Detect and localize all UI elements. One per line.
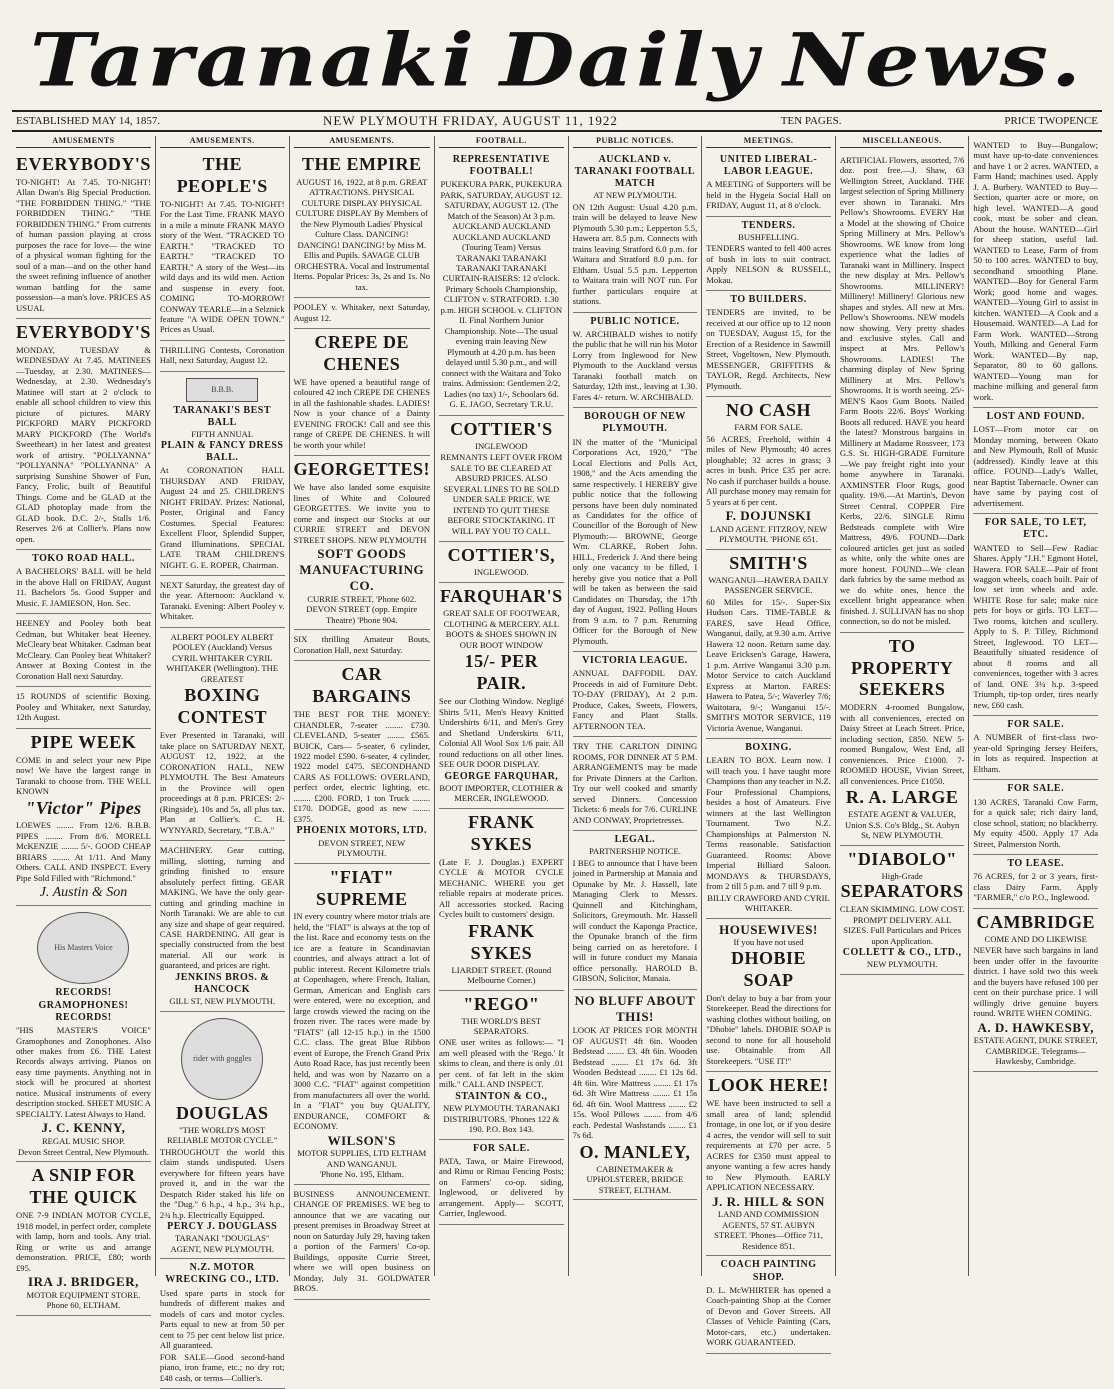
ad-title: GEORGETTES! <box>293 459 431 480</box>
brand-logo: "Victor" Pipes <box>25 797 142 818</box>
ad-records <box>16 906 151 1162</box>
ad-victoria-league <box>573 652 698 737</box>
column-heading: AMUSEMENTS. <box>294 136 431 148</box>
ad-title-repeat: FRANK SYKES <box>468 920 535 963</box>
column-1 <box>12 136 156 1311</box>
ad-body: IN every country where motor trials are held, the "FIAT" is always at the top of the list. Race and economy tests on the ice are a feature in Scandinavian countries, and always attract a lot of public interest. Recent Kilometre trials at Copenhagen, where French, Italian, German, American and English cars were entered, were no exception, and large crowds viewed the racing on the frozen river. The races were made by "FIATS" (all 12-15 h.p.) in the 1500 C.C. class. The great Blue Ribbon event of Europe, the French Grand Prix Auto Road Race, has just recently been held, and was won by Nazarro on a 3000 C.C. "FIAT" against competition from manufacturers all over the world. In a "FIAT" you buy QUALITY, ENDURANCE, COMFORT & ECONOMY. <box>293 911 431 1132</box>
ad-body: POOLEY v. Whitaker, next Saturday, August 12. <box>293 302 431 323</box>
ad-body: I BEG to announce that I have been joined in Partnership at Manaia and Opunake by Mr. J. Hassell, late Managing Clerk to Messrs. Quinnell and Kitchingham, Solicitors, Greymouth. Mr. Hassell will conduct the Kaponga Practice, the Opunake branch of the firm being carried on as heretofore. I will in future conduct my Manaia office personally. HAROLD B. GIBSON, Solicitor, Manaia. <box>572 857 698 984</box>
ad-frank-sykes <box>439 809 564 991</box>
ad-body: WE have been instructed to sell a small area of land; splendid frontage, in one lot, or if you desire 4 acres, the vendor will sell to suit requirements at £70 per acre. 5 ACRES for £350 must appeal to anyone wanting a few acres handy to New Plymouth. EARLY APPLICATION NECESSARY. <box>706 1098 831 1193</box>
ad-body: HEENEY and Pooley both beat Cedman, but Whitaker beat Heeney. McCleary beat Whitaker. Cadman beat McCleary. Can Pooley beat Whitaker? Answer at Boxing Contest in the Coronation Hall next Saturday. <box>16 618 151 681</box>
firm-address: Devon Street Central, New Plymouth. <box>18 1146 149 1157</box>
columns <box>12 136 1102 1383</box>
column-heading: AMUSEMENTS. <box>160 136 285 148</box>
ad-sub: FIFTH ANNUAL <box>191 429 254 440</box>
ad-fancy-dress-ball <box>160 372 285 576</box>
ad-title: CREPE DE CHENES <box>314 332 410 374</box>
ad-body: LEARN TO BOX. Learn now. I will teach you. I have taught more Champions than any teacher in N.Z. Four Professional Champions, besides a host of Amateurs. Five winners at the last Wellington Tournament. Two N.Z. Championships at Palmerston N. Terms reasonable. Satisfaction Guaranteed. Rooms: Above Imperial Billiard Saloon. MONDAYS & THURSDAYS, from 2 till 5 p.m. and 7 till 9 p.m. <box>706 755 831 892</box>
firm-name: J. C. KENNY, <box>41 1120 126 1136</box>
signature: J. Austin & Son <box>39 885 128 901</box>
ad-title: REPRESENTATIVE FOOTBALL! <box>452 153 550 177</box>
price-list: LOEWES ........ From 12/6. B.B.B. PIPES ........ From 8/6. MORELL McKENZIE ........ 5/-. GOOD CHEAP BRIARS ........ At 1/11. And Many Others. CALL AND INSPECT. Every Pipe Sold Filled with "Richmond." <box>16 820 151 883</box>
ad-diabolo <box>840 846 965 975</box>
ad-body: IN the matter of the "Municipal Corporations Act, 1920," "The Local Elections and Polls Act, 1908," and the Acts amending the same respectively. I HEREBY give public notice that the following persons have been duly nominated as Candidates for the office of Councillor of the Borough of New Plymouth:— BROWNE, George Wm. CLARKE, Robert John. HILL, Frederick J. And there being only one vacancy to be filled, I hereby give you notice that a Poll will be taken as between the said Candidates on Thursday, the 17th day of August, 1922. Polling Hours from 9 a.m. to 7 p.m. Returning Officer for the Borough of New Plymouth. <box>572 436 698 646</box>
ad-empire <box>294 151 431 298</box>
ad-title: NO BLUFF ABOUT THIS! <box>574 992 696 1024</box>
ad-cottiers-2 <box>439 542 564 582</box>
ad-title: NO CASH <box>726 400 812 421</box>
ad-title: FOR SALE, TO LET, ETC. <box>984 517 1087 541</box>
ad-body: THE BEST FOR THE MONEY: CHANDLER, 7-seater ........ £730. CLEVELAND, 5-seater ........ £565. BUICK, Cars— 5-seater, 6 cylinder, 1922 model £590. 6-seater, 4 cylinder, 1922 model £475. SECONDHAND CARS AS FOLLOWS: OVERLAND, perfect order, electric lighting, etc. ........ £200. FORD, 1 ton Truck ........ £170. DODGE, good as new ........ £375. <box>293 709 431 824</box>
ad-title: TO BUILDERS. <box>730 294 807 306</box>
ad-to-builders <box>706 291 831 397</box>
masthead-word-3: News. <box>783 17 1084 103</box>
ad-tenders <box>706 217 831 292</box>
rider-portrait: rider with goggles <box>181 1018 263 1100</box>
ad-to-lease <box>973 855 1098 909</box>
ad-body: PATA, Tawa, or Maire Firewood, and Rimu or Rimau Fencing Posts; on Farmers' co-op. siding, Inglewood, or delivered by arrangement. Apply— SCOTT, Carrier, Inglewood. <box>439 1155 564 1219</box>
ad-title: RECORDS! GRAMOPHONES! RECORDS! <box>38 987 129 1023</box>
ad-body: "HIS MASTER'S VOICE" Gramophones and Zonophones. Also other makes from £6. THE Latest Records always arriving. Pianos on easy time payments. Anything not in stock will be procured at shortest notice. Musical instruments of every description stocked. SHEET MUSIC A SPECIALTY. Latest Always to Hand. <box>16 1025 151 1119</box>
firm-name: PERCY J. DOUGLASS <box>167 1221 278 1233</box>
ad-lost-and-found <box>973 408 1098 514</box>
column-2 <box>156 136 290 1383</box>
ad-pipe-week <box>16 729 151 907</box>
ad-cow-farm <box>973 780 1098 855</box>
ad-body: See our Clothing Window. Negligé Shirts 5/11, Men's Heavy Knitted Undershirts 6/11, and Men's Grey and Shetland Underskirts 6/11, Colonial All Wool Sox 1/6 pair. All round reductions on all other lines. SEE OUR DOOR DISPLAY. <box>439 696 564 770</box>
ad-body: WE have opened a beautiful range of coloured 42 inch CREPE DE CHENES in all the fashionable shades. LADIES! Now is your chance of a Dainty EVENING FROCK! Call and see this range of CREPE DE CHENES. It will be worth your while! <box>293 376 431 450</box>
ad-title-main: DHOBIE SOAP <box>731 947 807 990</box>
column-heading: PUBLIC NOTICES. <box>573 136 698 148</box>
price: PRICE TWOPENCE <box>1004 115 1098 127</box>
firm-address: CABINETMAKER & UPHOLSTERER, BRIDGE STREET, ELTHAM. <box>586 1163 684 1195</box>
ad-borough-election <box>573 408 698 652</box>
ad-toko-hall <box>16 550 151 614</box>
ad-snip <box>16 1162 151 1316</box>
ad-rego <box>439 991 564 1140</box>
ad-title: COTTIER'S, <box>447 545 556 566</box>
ad-sub: "THE WORLD'S MOST RELIABLE MOTOR CYCLE." <box>166 1124 278 1146</box>
ad-dhobie-soap <box>706 919 831 1073</box>
firm-name: F. DOJUNSKI <box>725 508 812 524</box>
ad-body: 60 Miles for 15/-. Super-Six Hudson Cars. TIME-TABLE & FARES, save Head Office, Wanganui, daily, at 9.30 a.m. Arrive Hawera 12 noon. Return same day. Leave Ericksen's Garage, Hawera, 1 p.m. Arrive Wanganui 3.30 p.m. Motor Service to catch Auckland Express at Marton. FARES: Hawera to Patea, 5/-; Waverley 7/6; Waitotara, 9/-; Wanganui 15/-. SMITH'S MOTOR SERVICE, 119 Victoria Avenue, Wanganui. <box>706 596 831 733</box>
firm-address: GILL ST, NEW PLYMOUTH. <box>169 996 276 1007</box>
ad-title-main: SEPARATORS <box>840 881 964 902</box>
ad-body: THRILLING Contests, Coronation Hall, next Saturday, August 12. <box>159 344 285 366</box>
ad-body: ON 12th August: Usual 4.20 p.m. train will be delayed to leave New Plymouth 5.30 p.m.; Lepperton 5.5, Hawera arr. 8.5 p.m. Connects with trains leaving Stratford 6.0 p.m. for Waitara and Stratford 8.0 p.m. for Eltham. Usual 5.5 p.m. Lepperton to Waitara train will NOT run. For further particulars enquire at stations. <box>572 201 698 307</box>
column-3 <box>290 136 436 1294</box>
established-line: ESTABLISHED MAY 14, 1857. <box>16 115 161 127</box>
ad-sub: INGLEWOOD. <box>474 567 529 578</box>
ad-title: SMITH'S <box>729 552 808 573</box>
firm-address: LAND AGENT. FITZROY, NEW PLYMOUTH. 'PHONE 651. <box>709 523 828 545</box>
ad-title: VICTORIA LEAGUE. <box>582 655 688 667</box>
ad-body: PUKEKURA PARK, PUKEKURA PARK, SATURDAY, AUGUST 12. SATURDAY, AUGUST 12. (The Match of the Season) At 3 p.m. AUCKLAND AUCKLAND AUCKLAND AUCKLAND (Touring Team) Versus TARANAKI TARANAKI TARANAKI TARANAKI CURTAIN-RAISERS: 12 o'clock. Primary Schools Championship, CLIFTON v. STRATFORD. 1.30 p.m. HIGH SCHOOL v. CLIFTON II. Final Northern Junior Championship. Note—The usual evening train leaving New Plymouth at 4.20 p.m. has been delayed until 5.30 p.m., and will connect with the Waitara and Toko trains. Admission: Gentlemen 2/2, Ladies (no tax) 1/-, Schoolars 6d. G. E. JAGO, Secretary T.R.U. <box>440 179 563 410</box>
ad-title: FOR SALE. <box>1007 719 1065 731</box>
ad-title: HOUSEWIVES! <box>719 921 818 937</box>
ad-body: NEXT Saturday, the greatest day of the year. Afternoon: Auckland v. Taranaki. Evening: Albert Pooley v. Whitaker. <box>159 580 285 622</box>
column-heading: MEETINGS. <box>706 136 831 148</box>
ad-body: MODERN 4-roomed Bungalow, with all conveniences, erected on Daisy Street at Leach Street. Price, including section, £850. NEW 5-roomed Bungalow, West End, all conveniences. Price £1000. 7-ROOMED HOUSE, Vivian Street, all conveniences. Price £1050. <box>839 702 965 786</box>
ad-douglas <box>160 1012 285 1259</box>
ad-title: FRANK SYKES <box>468 811 535 854</box>
ad-legal <box>573 831 698 989</box>
ad-title: UNITED LIBERAL-LABOR LEAGUE. <box>719 153 818 177</box>
ad-body: 56 ACRES, Freehold, within 4 miles of New Plymouth; 40 acres ploughable; 32 acres in grass; 3 acres in bush. Price £35 per acre. No cash if purchaser builds a house. All purchase money may remain for 5 years at 6 per cent. <box>706 433 831 507</box>
firm-name: JENKINS BROS. & HANCOCK <box>175 971 270 996</box>
ad-body: NEVER have such bargains in land been under offer in the favourite district. I have sold two this week and the buyers have refused 100 per cent on their purchase price. I will willingly drive genuine buyers round. WRITE WHEN COMING. <box>973 945 1099 1019</box>
firm-sub: MOTOR SUPPLIES, LTD ELTHAM AND WANGANUI. <box>297 1148 427 1169</box>
firm-name: GEORGE FARQUHAR, <box>444 770 559 782</box>
ad-body: GREAT SALE OF FOOTWEAR, CLOTHING & MERCERY. ALL BOOTS & SHOES SHOWN IN OUR BOOT WINDOW <box>443 608 560 650</box>
ad-public-notice <box>573 313 698 409</box>
ad-body: MONDAY, TUESDAY & WEDNESDAY At 7.45. MATINEES—Tuesday, at 2.30. MATINEES—Wednesday, at 2.30. Wednesday's Matinee will start at 2 o'clock to enable all school children to view this picture of pictures. MARY PICKFORD MARY PICKFORD MARY PICKFORD (The World's Sweetheart) in her latest and greatest work of artistry. "POLLYANNA" "POLLYANNA" "POLLYANNA" A surprising Sunshine Shower of Fun, Fancy, Frolic, built of Beautiful Things. Come and be GLAD at the GLAD photoplay made from the GLAD book. D.C. 2/-, Stalls 1/6. Reserves 2/6 at Collier's. Plans now open. <box>16 344 151 544</box>
ad-body: 15 ROUNDS of scientific Boxing. Pooley and Whitaker, next Saturday, 12th August. <box>16 691 151 723</box>
page-count: TEN PAGES. <box>780 115 842 127</box>
firm-name: J. R. HILL & SON <box>712 1193 825 1209</box>
ad-wanted-smalls <box>973 136 1098 408</box>
ad-sub: WANGANUI—HAWERA DAILY PASSENGER SERVICE. <box>708 574 829 596</box>
ad-title: COTTIER'S <box>450 418 553 439</box>
column-4 <box>435 136 569 1276</box>
ad-look-here <box>706 1072 831 1256</box>
ad-body: TRY THE CARLTON DINING ROOMS, FOR DINNER AT 5 P.M. ARRANGEMENTS may be made for Private Dinners at the Carlton. Try our well cooked and smartly served Dinners. Concession Tickets: 6 meals for 7/6. CURLINE AND CONWAY, Proprietresses. <box>572 741 698 825</box>
ad-smiths <box>706 550 831 739</box>
ad-title: LOST AND FOUND. <box>986 411 1085 423</box>
ad-body: We have also landed some exquisite lines of White and Coloured GEORGETTES. We invite you to come and inspect our Stocks at our CURRIE STREET and DEVON STREET SHOPS. NEW PLYMOUTH <box>293 482 431 545</box>
ad-title: BOXING CONTEST <box>177 685 267 728</box>
masthead-word-2: Daily <box>499 17 761 103</box>
firm-address: NEW PLYMOUTH. <box>866 959 938 970</box>
ad-title: LOOK HERE! <box>708 1075 829 1096</box>
ad-sub: High-Grade <box>881 870 923 881</box>
ad-body: LOOK AT PRICES FOR MONTH OF AUGUST! 4ft 6in. Wooden Bedstead ........ £3. 4ft 6in. Wooden Bedstead ........ £1 17s 6d. 3ft Wooden Bedstead ........ £1 12s 6d. 4ft 6in. Wire Mattress ........ £1 17s 6d. 3ft Wire Mattress ........ £1 15s 6d. 4ft 6in. Wool Mattress ........ £2 15s. Wool Pillows ........ from 4/6 each. Pedestal Washstands ........ £1 7s 6d. <box>572 1025 698 1141</box>
firm-address: CURRIE STREET, 'Phone 602. DEVON STREET (opp. Empire Theatre) 'Phone 904. <box>306 593 418 625</box>
ad-body: 76 ACRES, for 2 or 3 years, first-class Dairy Farm. Apply "FARMER," c/o P.O., Inglewood. <box>973 871 1099 903</box>
firm-name: BILLY CRAWFORD AND CYRIL WHITAKER. <box>707 892 830 914</box>
place-date: NEW PLYMOUTH FRIDAY, AUGUST 11, 1922 <box>322 113 618 128</box>
ad-football-trains <box>573 151 698 313</box>
ad-title: "REGO" <box>463 993 540 1014</box>
ad-title: N.Z. MOTOR WRECKING CO., LTD. <box>165 1262 280 1286</box>
firm-address: LAND AND COMMISSION AGENTS, 57 ST. AUBYN STREET. 'Phones—Office 711, Residence 851. <box>714 1209 823 1251</box>
ad-body: Used spare parts in stock for hundreds of different makes and models of cars and motor cycles. Parts equal to new at from 50 per cent to 75 per cent below list price. All guaranteed. <box>159 1287 285 1351</box>
dateline <box>12 110 1102 132</box>
ad-thrilling <box>160 341 285 372</box>
ad-cambridge <box>973 909 1098 1072</box>
ad-body: REMNANTS LEFT OVER FROM SALE TO BE CLEARED AT ABSURD PRICES. ALSO SEVERAL LINES TO BE SOLD UNDER SALE PRICE. WE INTEND TO QUIT THESE BEFORE STOCKTAKING. IT WILL PAY YOU TO CALL. <box>440 452 563 536</box>
ad-change-of-premises <box>294 1185 431 1300</box>
ad-title: THE EMPIRE <box>302 153 422 174</box>
firm-address: LIARDET STREET. (Round Melbourne Corner.) <box>451 964 552 986</box>
firm-name: IRA J. BRIDGER, <box>28 1274 139 1290</box>
his-masters-voice-logo: His Masters Voice <box>37 912 129 984</box>
ad-heading: PLAIN & FANCY DRESS BALL. <box>160 439 284 463</box>
ad-title: PUBLIC NOTICE. <box>590 315 680 327</box>
ad-body: LOST—From motor car on Monday morning, between Okato and New Plymouth, Roll of Music (addressed). Kindly leave at this office. FOUND—Lady's Wallet, near Baptist Tabernacle. Owner can have same by paying cost of advertisement. <box>973 424 1099 508</box>
ad-body: At CORONATION HALL THURSDAY AND FRIDAY, August 24 and 25. CHILDREN'S NIGHT FRIDAY. Prizes: National, Poster, Original and Fancy Costumes. Special Features: Excellent Floor, Splendid Supper, Grand Illuminations. SPECIAL LATE TRAM CHILDREN'S NIGHT. G. E. ROPER, Chairman. <box>159 465 285 570</box>
ad-title: EVERYBODY'S <box>16 322 151 342</box>
ad-body: A BACHELORS' BALL will be held in the above Hall on FRIDAY, August 11. Bachelors 5s. Good Supper and Music. F. JAMIESON, Hon. Sec. <box>16 566 151 608</box>
column-6 <box>702 136 836 1348</box>
ad-body: WANTED to Sell—Few Radiac Shares. Apply "J.H." Egmont Hotel, Hawera. FOR SALE—Pair of front waggon wheels, coach built. Pair of low set iron wheels and axle. WHITE Rose for sale; make nice pets for boys or girls. TO LET—Two rooms, kitchen and scullery. Apply to S. P. Tilley, Richmond Street, Inglewood. TO LET—Beautifully situated residence of about 8 rooms and all conveniences, together with 3 acres of land. ONE 3¼ h.p. 3-speed Triumph, tip-top order, tires nearly new, £60 cash. <box>973 542 1099 710</box>
ad-title: TO LEASE. <box>1007 858 1064 870</box>
ad-farquhars <box>439 583 564 809</box>
ad-sub: PARTNERSHIP NOTICE. <box>588 846 681 857</box>
ad-liberal-labor <box>706 151 831 217</box>
ad-15-rounds <box>16 687 151 728</box>
ad-body: TENDERS wanted to fell 400 acres of bush in lots to suit contract. Apply NELSON & RUSSELL, Mokau. <box>706 243 831 285</box>
ad-title: BOXING. <box>745 742 792 754</box>
ad-miscellaneous-smalls <box>840 151 965 633</box>
ad-title: CAR BARGAINS <box>312 664 412 707</box>
firm-address: DEVON STREET, NEW PLYMOUTH. <box>318 837 406 859</box>
column-heading: FOOTBALL. <box>439 136 564 148</box>
firm-sub: REGAL MUSIC SHOP. <box>41 1136 125 1147</box>
firm-name: PHOENIX MOTORS, LTD. <box>296 825 428 837</box>
ad-body: MACHINERY. Gear cutting, milling, slotting, turning and grinding finished to ensure absolutely perfect fitting. GEAR MAKING. We have the only gear-cutting and grinding machine in North Taranaki. We are able to cut any size and shape of gear required. CASE HARDENING. All gear is specially constructed from the best material. All our work is guaranteed, and prices are right. <box>159 845 285 971</box>
ad-body: D. L. McWHIRTER has opened a Coach-painting Shop at the Corner of Devon and Gover Streets. All Classes of Vehicle Painting (Cars, Motor-cars, etc.) undertaken. WORK GUARANTEED. <box>706 1284 831 1348</box>
ad-representative-football <box>439 151 564 416</box>
ad-title: TOKO ROAD HALL. <box>32 553 135 565</box>
ad-sub: If you have not used <box>733 937 804 948</box>
ad-body: Don't delay to buy a bar from your Storekeeper. Read the directions for washing clothes without boiling, on "Dhobie" labels. DHOBIE SOAP is second to none for all household use. Obtainable from All Storekeepers. "USE IT!" <box>706 992 831 1066</box>
ad-body: BUSINESS ANNOUNCEMENT. CHANGE OF PREMISES. WE beg to announce that we are vacating our present premises in Broadway Street at noon on Saturday July 29, having taken a portion of the Farmers' Co-op. Buildings, opposite Currie Street, where we will open business on Monday, July 31. GOLDWATER BROS. <box>293 1188 431 1294</box>
ad-body: W. ARCHIBALD wishes to notify the public that he will run his Motor Lorry from Inglewood for New Plymouth to the Auckland versus Taranaki football match on Saturday, 12th inst., leaving at 1.30. Fares 4/- return. W. ARCHIBALD. <box>572 328 698 402</box>
ad-fiat <box>294 864 431 1185</box>
ad-body: (Late F. J. Douglas.) EXPERT CYCLE & MOTOR CYCLE MECHANIC. WHERE you get reliable repairs at moderate prices. All accessories stocked. Racing Cycles built to customers' design. <box>439 856 564 920</box>
ad-firewood <box>439 1140 564 1225</box>
ad-pooley <box>294 298 431 329</box>
ad-body: SIX thrilling Amateur Bouts, Coronation Hall, next Saturday. <box>293 634 431 655</box>
ad-boxing <box>706 739 831 918</box>
ad-next-saturday <box>160 576 285 628</box>
column-heading: AMUSEMENTS <box>16 136 151 148</box>
ad-body: TO-NIGHT! At 7.45. TO-NIGHT! Allan Dwan's Big Special Production. "THE FORBIDDEN THING." "THE FORBIDDEN THING." "THE FORBIDDEN THING." From currents of human passion playing at cross purposes the race for love— the wine of a physical woman fighting for the soul of a man—and on the other hand the sweet refining influence of another woman battling for the same possession—a man's love. PRICES AS USUAL <box>16 176 151 313</box>
bbb-emblem: B.B.B. <box>186 378 258 402</box>
ad-heeney <box>16 614 151 687</box>
ad-title: TO PROPERTY SEEKERS <box>850 635 954 700</box>
firm-sub: BOOT IMPORTER, CLOTHIER & MERCER, INGLEWOOD. <box>439 782 564 804</box>
ad-everybodys-1 <box>16 151 151 319</box>
ad-crepe <box>294 329 431 456</box>
ad-body: COME in and select your new Pipe now! We have the largest range in Taranaki to choose from. THE WELL KNOWN <box>16 754 151 797</box>
ad-heifers <box>973 716 1098 780</box>
masthead <box>12 10 1102 110</box>
ad-body: ANNUAL DAFFODIL DAY. Proceeds in aid of Furniture Debt. TO-DAY (FRIDAY), At 2 p.m. Produce, Cakes, Sweets, Flowers, Fancy and Plant Stalls. AFTERNOON TEA. <box>572 668 698 731</box>
firm-address: NEW PLYMOUTH. TARANAKI DISTRIBUTORS. 'Phones 122 & 190. P.O. Box 143. <box>442 1103 560 1135</box>
ad-car-bargains <box>294 661 431 863</box>
ad-title: PIPE WEEK <box>30 731 137 752</box>
firm-name: WILSON'S <box>327 1132 396 1148</box>
ad-motor-wrecking <box>160 1259 285 1389</box>
ad-title: EVERYBODY'S <box>16 153 151 174</box>
ad-georgettes <box>294 456 431 630</box>
ad-body: TO-NIGHT! At 7.45. TO-NIGHT! For the Last Time. FRANK MAYO in a mile a minute FRANK MAYO story of the West. "TRACKED TO EARTH." "TRACKED TO EARTH." "TRACKED TO EARTH." A story of the West—its wild days and its wild men. Action and suspense in every foot. COMING TO-MORROW! CONWAY TEARLE—in a Selznick feature "A WIDE OPEN TOWN." Prices as Usual. <box>159 198 285 335</box>
ad-no-bluff <box>573 990 698 1200</box>
ad-title: THE PEOPLE'S <box>176 153 268 196</box>
ad-sub: BUSHFELLING. <box>738 231 799 242</box>
ad-carlton <box>573 737 698 831</box>
ad-machinery <box>160 841 285 1012</box>
firm-name: SOFT GOODS MANUFACTURING CO. <box>299 546 425 593</box>
ad-sub: AT NEW PLYMOUTH. <box>593 190 677 201</box>
ad-body: ARTIFICIAL Flowers, assorted, 7/6 doz. post free.—J. Shaw, 63 Wellington Street, Auckland. THE largest selection of Spring Millinery ever shown in Taranaki. Mrs Pellow's Showrooms. EVERY Hat a Model at the showing of Choice Spring Millinery at Mrs. Pellow's Showrooms. WE know from long experience what the ladies of Taranaki want in Millinery. Inspect the new display at Mrs. Pellow's Showrooms. MILLINERY! Millinery! Millinery! Glorious new shapes and styles. All new at Mrs. Pellow's Showrooms. NEW models now showing. Very pretty shades and exclusive styles. Call and inspect at Mrs. Pellow's Showrooms. LADIES! The charming display of New Spring Millinery at Mrs. Pellow's Showrooms. It is worth seeing. 25/- MEN'S Kaos Gum Boots. Nailed Farm Boots 22/6. Boys' Working Boots all reduced. HAVE you heard the latest? Monstrous bargains in Millinery at Madame Rossveer, 173 G.S. St. HIGH-GRADE Furniture—We pay freight right into your home anywhere in Taranaki. AXMINSTER Floor Rugs, good quality. 19/6.—At Martin's, Devon Street Central. COPPER Fire Kerbs, 22/6. SINGLE Rimu Bedsteads complete with Wire Mattress, 49/6. FOUND—Dark coloured articles get just as soiled as white, only the white ones are more honest. FOUND—We clean dark fabrics by the same method as we do white ones, hence the excellent bright appearance when finished. J. SULLIVAN has no shop connection, so do not be misled. <box>839 154 965 627</box>
ad-peoples <box>160 151 285 341</box>
ad-body: A MEETING of Supporters will be held in the Hygeia Social Hall on FRIDAY, August 11, at 8 o'clock. <box>706 179 831 211</box>
ad-body: A NUMBER of first-class two-year-old Springing Jersey Heifers, in lots as required. Inspection at Eltham. <box>973 732 1099 774</box>
ad-title: TENDERS. <box>741 219 796 231</box>
ad-cottiers-1 <box>439 416 564 542</box>
firm-address: TARANAKI "DOUGLAS" AGENT, NEW PLYMOUTH. <box>170 1233 274 1254</box>
ad-body: ONE user writes as follows:— "I am well pleased with the 'Rego.' It skims to clean, and there is only .01 per cent. of fat left in the skim milk." CALL AND INSPECT. <box>439 1037 564 1090</box>
ad-title: DOUGLAS <box>175 1102 269 1123</box>
ad-body: CLEAN SKIMMING. LOW COST. PROMPT DELIVERY. ALL SIZES. Full Particulars and Prices upon Application. <box>839 904 965 946</box>
ad-title: COACH PAINTING SHOP. <box>720 1259 817 1283</box>
ad-body: Ever Presented in Taranaki, will take place on SATURDAY NEXT, AUGUST 12, 1922, at the CORONATION HALL, NEW PLYMOUTH. The Best Amateurs in the Province will open proceedings at 8 p.m. PRICES: 2/- (Ringside), 10s and 5s, all plus tax. Plan at Collier's. C. H. WYNYARD, Secretary, "T.B.A." <box>159 730 285 835</box>
ad-title: A SNIP FOR THE QUICK <box>29 1165 138 1208</box>
ad-price: 15/- PER PAIR. <box>464 651 539 694</box>
firm-address: ESTATE AGENT & VALUER, Union S.S. Co's Bldg., St. Aubyn St, NEW PLYMOUTH. <box>845 809 960 841</box>
ad-body: AUGUST 16, 1922, at 8 p.m. GREAT ATTRACTIONS. PHYSICAL CULTURE DISPLAY PHYSICAL CULTURE DISPLAY By Members of the New Plymouth Ladies' Physical Culture Class. DANCING! DANCING! DANCING! by Miss M. Ellis and Pupils. SAVAGE CLUB ORCHESTRA. Vocal and Instrumental Items. Popular Prices: 3s, 2s and 1s. No tax. <box>293 176 431 292</box>
ad-body: THROUGHOUT the world this claim stands undisputed. Users everywhere for fifteen years have proved it, and in the war the Despatch Rider staked his life on the "Dug." 6 h.p., 4 h.p., 3¼ h.p., 2¾ h.p. Electrically Equipped. <box>159 1146 285 1220</box>
ad-body: WANTED to Buy—Bungalow; must have up-to-date conveniences and have 1 or 2 acres. WANTED, a Farm Hand; machines used. Apply J. A. Burbery. WANTED to Buy—Section, quarter acre or more, on high level. WANTED—A good cook, must be sober and clean. About the house. WANTED—Girl for sheep station, useful lad. WANTED to Lease, Farm of from 50 to 100 acres. WANTED to buy, secondhand smoothing Plane. WANTED—Boy for General Farm Work; good home and wages. WANTED—Young Girl to assist in kitchen. WANTED—A Cook and a Housemaid. WANTED—A Lad for Farm Work. WANTED—Strong Youth, Milking and General Farm Work. WANTED—By nap, Separator, 80 to 60 gallons. WANTED—Young man for machine milking and general farm work. <box>973 140 1099 402</box>
masthead-word-1: Taranaki <box>30 17 478 103</box>
ad-sub: COME AND DO LIKEWISE <box>984 933 1087 944</box>
column-5 <box>569 136 703 1276</box>
ad-body: ONE 7-9 INDIAN MOTOR CYCLE, 1918 model, in perfect order, complete with lamp, horn and tools. Any trial. Ring or write us and arrange demonstration. PRICE, £80; worth £95. <box>16 1210 151 1273</box>
ad-body: ALBERT POOLEY ALBERT POOLEY (Auckland) Versus CYRIL WHITAKER CYRIL WHITAKER (Wellington). THE GREATEST <box>166 631 279 684</box>
ad-no-cash <box>706 397 831 550</box>
ad-coach-painting <box>706 1256 831 1353</box>
ad-title: LEGAL. <box>614 834 656 846</box>
firm-name: A. D. HAWKESBY, <box>977 1019 1094 1035</box>
firm-phone: 'Phone No. 195, Eltham. <box>319 1169 404 1180</box>
ad-for-sale-to-let <box>973 514 1098 716</box>
ad-title: FARQUHAR'S <box>440 585 563 606</box>
ad-body: TENDERS are invited, to be received at our office up to 12 noon on TUESDAY, August 15, for the Erection of a Residence in Sawmill Street, Vogeltown, New Plymouth. MESSENGER, GRIFFITHS & TAYLOR, Regd. Architects, New Plymouth. <box>706 307 831 391</box>
column-heading: MISCELLANEOUS. <box>840 136 965 148</box>
ad-title: "DIABOLO" <box>847 848 957 869</box>
ad-title: FOR SALE. <box>1007 783 1065 795</box>
firm-address: ESTATE AGENT, DUKE STREET, CAMBRIDGE. Telegrams— Hawkesby, Cambridge. <box>973 1035 1098 1067</box>
ad-title: BOROUGH OF NEW PLYMOUTH. <box>584 411 686 435</box>
ad-sub: FARM FOR SALE. <box>734 422 803 433</box>
ad-everybodys-2 <box>16 319 151 550</box>
ad-boxing-contest <box>160 628 285 841</box>
ad-property-seekers <box>840 633 965 846</box>
firm-name: O. MANLEY, <box>579 1141 691 1162</box>
ad-six-bouts <box>294 630 431 661</box>
column-8 <box>969 136 1102 1276</box>
ad-sub: THE WORLD'S BEST SEPARATORS. <box>461 1015 542 1036</box>
firm-name: STAINTON & CO., <box>455 1090 548 1102</box>
ad-body: FOR SALE—Good second-hand piano, iron frame, etc.; no dry rot; £48 cash, or terms—Collier's. <box>159 1351 285 1383</box>
ad-title: AUCKLAND v. TARANAKI FOOTBALL MATCH <box>574 153 696 190</box>
ad-body: 130 ACRES, Taranaki Cow Farm, for a quick sale; rich dairy land, close school, station; no blackberry. My equity 4500. Apply 17 Ada Street, Palmerston North. <box>973 796 1099 849</box>
ad-title: CAMBRIDGE <box>976 911 1095 932</box>
firm-name: COLLETT & CO., LTD., <box>842 947 962 959</box>
firm-address: MOTOR EQUIPMENT STORE. Phone 60, ELTHAM. <box>26 1289 141 1311</box>
firm-name: R. A. LARGE <box>845 787 959 808</box>
ad-title: "FIAT" SUPREME <box>316 866 408 909</box>
ad-title: FOR SALE. <box>472 1142 530 1154</box>
ad-title: TARANAKI'S BEST BALL <box>173 404 272 429</box>
column-7 <box>836 136 970 1276</box>
ad-sub: INGLEWOOD <box>475 440 528 451</box>
